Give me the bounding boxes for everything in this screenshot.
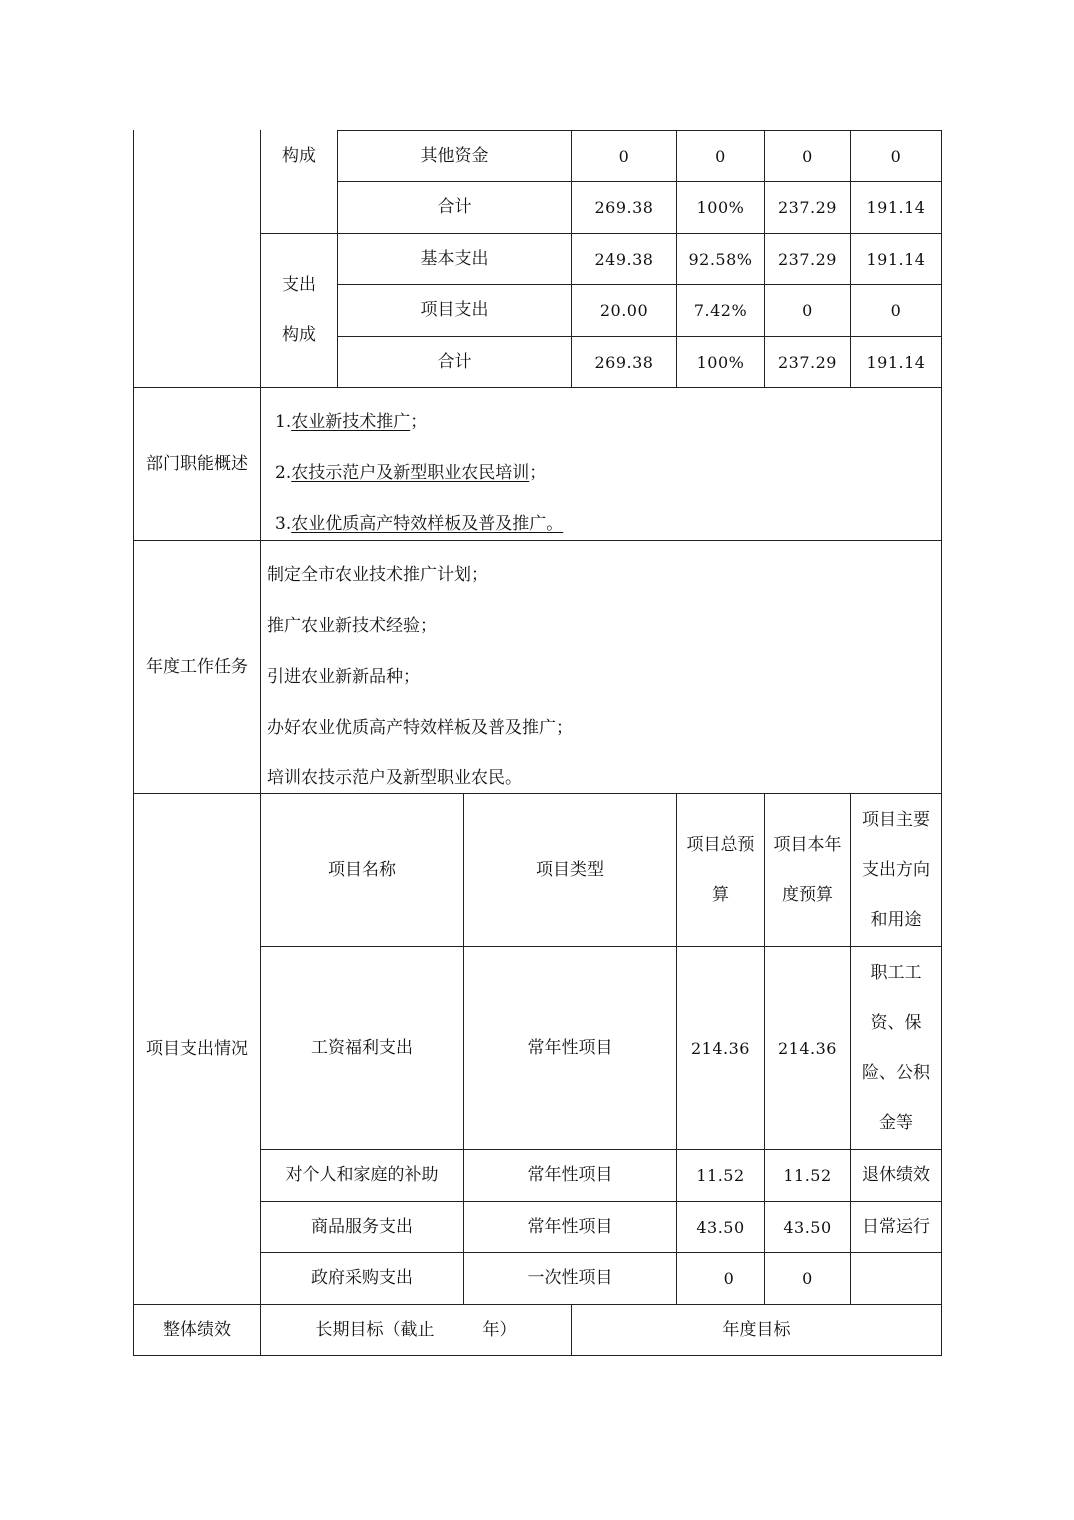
- income-total-label: 合计: [437, 197, 472, 217]
- income-total-value: 237.29: [778, 198, 837, 217]
- other-funds-label: 其他资金: [420, 145, 489, 166]
- project-row-name: 政府采购支出: [311, 1268, 413, 1288]
- basic-expense-value: 237.29: [778, 249, 837, 269]
- expense-side-label: [261, 234, 337, 387]
- header-line: 项目总预: [686, 834, 755, 855]
- project-row-total: 43.50: [696, 1217, 745, 1237]
- function-item-num: 3.: [275, 514, 292, 534]
- project-expense-value: 0: [890, 301, 902, 320]
- project-expense-label: 项目支出: [420, 300, 489, 320]
- other-funds-value: 0: [890, 146, 902, 166]
- header-line: 支出方向: [862, 859, 930, 880]
- income-total-value: 191.14: [866, 198, 926, 217]
- project-row-year: 0: [802, 1269, 813, 1288]
- annual-task-item: 引进农业新新品种；: [267, 667, 420, 687]
- header-project-type: 项目类型: [536, 859, 604, 880]
- project-expense-value: 7.42%: [693, 301, 748, 320]
- expense-total-value: 100%: [696, 352, 745, 372]
- basic-expense-value: 191.14: [866, 249, 926, 269]
- project-expense-value: 20.00: [599, 301, 649, 320]
- long-term-goal-header: [261, 1305, 571, 1355]
- expense-side-label-line: 构成: [282, 325, 316, 345]
- function-item: [275, 410, 427, 435]
- long-term-goal-year: 年）: [482, 1319, 517, 1340]
- project-row-type: 一次性项目: [527, 1268, 613, 1288]
- income-total-value: 100%: [696, 198, 745, 217]
- annual-task-item: 制定全市农业技术推广计划；: [267, 565, 488, 585]
- function-item-text: 农技示范户及新型职业农民培训: [291, 463, 530, 483]
- annual-task-item: 推广农业新技术经验；: [267, 616, 437, 636]
- function-item: [275, 512, 574, 537]
- project-expense-value: 0: [802, 301, 813, 320]
- header-line: 度预算: [782, 884, 833, 905]
- project-row-purpose: [851, 1253, 941, 1304]
- purpose-line: 险、公积: [862, 1062, 930, 1083]
- project-row-year: 43.50: [783, 1217, 832, 1237]
- project-row-purpose: [851, 947, 941, 1149]
- function-item-num: 1.: [275, 412, 292, 432]
- function-item: [275, 461, 546, 486]
- purpose-line: 职工工: [870, 962, 922, 983]
- basic-expense-label: 基本支出: [420, 248, 489, 269]
- project-row-total: 0: [723, 1269, 735, 1288]
- annual-task-item: 培训农技示范户及新型职业农民。: [267, 768, 522, 788]
- purpose-line: 资、保: [870, 1012, 922, 1033]
- project-row-year: 214.36: [778, 1038, 837, 1058]
- income-total-value: 269.38: [594, 198, 654, 217]
- project-row-name: 工资福利支出: [311, 1037, 413, 1058]
- col-line: [260, 387, 261, 540]
- expense-total-value: 191.14: [866, 352, 926, 372]
- col-line: [260, 540, 261, 793]
- functions-label: 部门职能概述: [146, 453, 248, 474]
- project-row-name: 对个人和家庭的补助: [285, 1165, 439, 1185]
- table-border-bottom: [133, 1355, 942, 1356]
- long-term-goal-label: 长期目标（截止: [315, 1319, 435, 1340]
- function-item-num: 2.: [275, 463, 292, 483]
- project-row-purpose: 日常运行: [862, 1216, 930, 1237]
- function-item-text: 农业新技术推广: [291, 412, 411, 432]
- basic-expense-value: 92.58%: [688, 249, 753, 269]
- header-year-budget: [765, 794, 850, 946]
- header-line: 和用途: [870, 909, 922, 930]
- expense-total-value: 237.29: [778, 352, 837, 372]
- header-line: 算: [712, 884, 729, 905]
- project-row-total: 214.36: [691, 1038, 750, 1058]
- header-line: 项目主要: [862, 809, 930, 830]
- project-row-name: 商品服务支出: [311, 1216, 413, 1237]
- header-project-name: 项目名称: [328, 859, 396, 880]
- purpose-line: 金等: [879, 1112, 913, 1133]
- annual-tasks-label: 年度工作任务: [146, 656, 248, 677]
- project-row-type: 常年性项目: [527, 1037, 613, 1058]
- function-item-text: 农业优质高产特效样板及普及推广。: [291, 514, 564, 534]
- performance-label: 整体绩效: [163, 1319, 231, 1340]
- expense-side-label-line: 支出: [282, 275, 316, 295]
- other-funds-value: 0: [715, 146, 726, 166]
- other-funds-value: 0: [618, 146, 630, 166]
- table-border-right: [941, 130, 942, 1356]
- basic-expense-value: 249.38: [594, 249, 654, 269]
- annual-task-item: 办好农业优质高产特效样板及普及推广；: [267, 718, 573, 738]
- header-purpose: [851, 794, 941, 946]
- project-expenses-label: 项目支出情况: [146, 1038, 248, 1059]
- project-row-type: 常年性项目: [527, 1165, 613, 1185]
- function-item-end: ；: [529, 463, 547, 483]
- header-line: 项目本年: [773, 834, 842, 855]
- expense-total-value: 269.38: [594, 352, 654, 372]
- annual-goal-header: 年度目标: [722, 1319, 791, 1340]
- project-row-type: 常年性项目: [527, 1216, 613, 1237]
- expense-total-label: 合计: [437, 351, 472, 372]
- project-row-year: 11.52: [783, 1166, 832, 1185]
- project-row-purpose: 退休绩效: [862, 1165, 930, 1185]
- income-side-label: 构成: [282, 145, 316, 166]
- other-funds-value: 0: [802, 146, 813, 166]
- header-total-budget: [677, 794, 764, 946]
- project-row-total: 11.52: [696, 1166, 745, 1185]
- function-item-end: ；: [410, 412, 428, 432]
